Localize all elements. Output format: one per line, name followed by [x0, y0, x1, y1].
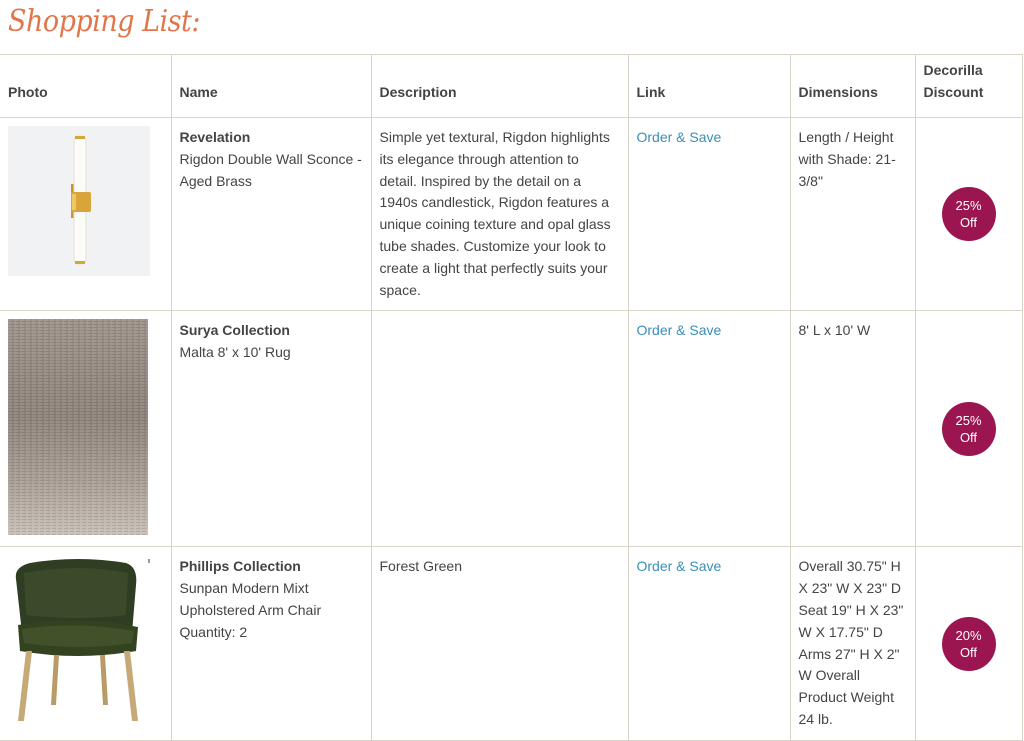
discount-suffix: Off [959, 644, 978, 660]
column-header-description: Description [371, 55, 628, 118]
product-name: Sunpan Modern Mixt Upholstered Arm Chair [179, 580, 322, 618]
product-quantity: Quantity: 2 [179, 623, 248, 640]
discount-suffix: Off [959, 429, 978, 445]
discount-badge [942, 402, 996, 456]
product-brand: Phillips Collection [179, 558, 301, 575]
discount-badge [942, 187, 996, 241]
discount-badge [942, 617, 996, 671]
table-row [0, 118, 1022, 311]
column-header-name: Name [171, 55, 371, 118]
rug-icon [8, 319, 148, 535]
column-header-photo: Photo [0, 55, 171, 118]
arm-chair-icon [8, 555, 150, 725]
dimensions-cell: Length / Height with Shade: 21-3/8" [790, 118, 915, 311]
column-header-discount: Decorilla Discount [915, 55, 1022, 118]
discount-value: 25% [955, 412, 982, 428]
discount-value: 25% [955, 198, 982, 214]
table-row [0, 311, 1022, 547]
table-row [0, 547, 1022, 740]
column-header-dimensions: Dimensions [790, 55, 915, 118]
discount-value: 20% [955, 627, 982, 643]
order-and-save-link[interactable]: Order & Save [636, 322, 722, 339]
page-title: Shopping List: [8, 4, 200, 39]
photo-cell [0, 311, 171, 547]
description-cell: Forest Green [371, 547, 628, 740]
link-cell [628, 311, 790, 547]
thumbnail-marker-icon [148, 559, 150, 563]
discount-cell [915, 118, 1022, 311]
name-cell [171, 311, 371, 547]
photo-cell [0, 547, 171, 740]
link-cell [628, 547, 790, 740]
dimensions-cell: 8' L x 10' W [790, 311, 915, 547]
product-brand: Revelation [179, 129, 251, 145]
product-name: Malta 8' x 10' Rug [179, 344, 291, 361]
wall-sconce-photo[interactable] [8, 126, 150, 276]
discount-suffix: Off [959, 215, 978, 231]
description-cell [371, 311, 628, 547]
shopping-list-table [0, 54, 1023, 741]
order-and-save-link[interactable]: Order & Save [636, 558, 722, 575]
wall-sconce-icon [8, 126, 150, 276]
table-header-row [0, 55, 1022, 118]
product-name: Rigdon Double Wall Sconce - Aged Brass [179, 150, 362, 189]
photo-cell [0, 118, 171, 311]
description-cell: Simple yet textural, Rigdon highlights its elegance through attention to detail. Inspired by the detail on a 1940s candlestick, Rigdon features a unique coining texture and opal glass tube shades. Customize your look to create a light that perfectly suits your space. [371, 118, 628, 311]
name-cell [171, 118, 371, 311]
discount-cell [915, 547, 1022, 740]
rug-photo[interactable] [8, 319, 148, 535]
name-cell [171, 547, 371, 740]
discount-cell [915, 311, 1022, 547]
link-cell [628, 118, 790, 311]
product-brand: Surya Collection [179, 322, 290, 339]
arm-chair-photo[interactable] [8, 555, 150, 725]
dimensions-cell: Overall 30.75" H X 23" W X 23" D Seat 19" H X 23" W X 17.75" D Arms 27" H X 2" W Overall Product Weight 24 lb. [790, 547, 915, 740]
column-header-link: Link [628, 55, 790, 118]
order-and-save-link[interactable]: Order & Save [636, 129, 722, 145]
